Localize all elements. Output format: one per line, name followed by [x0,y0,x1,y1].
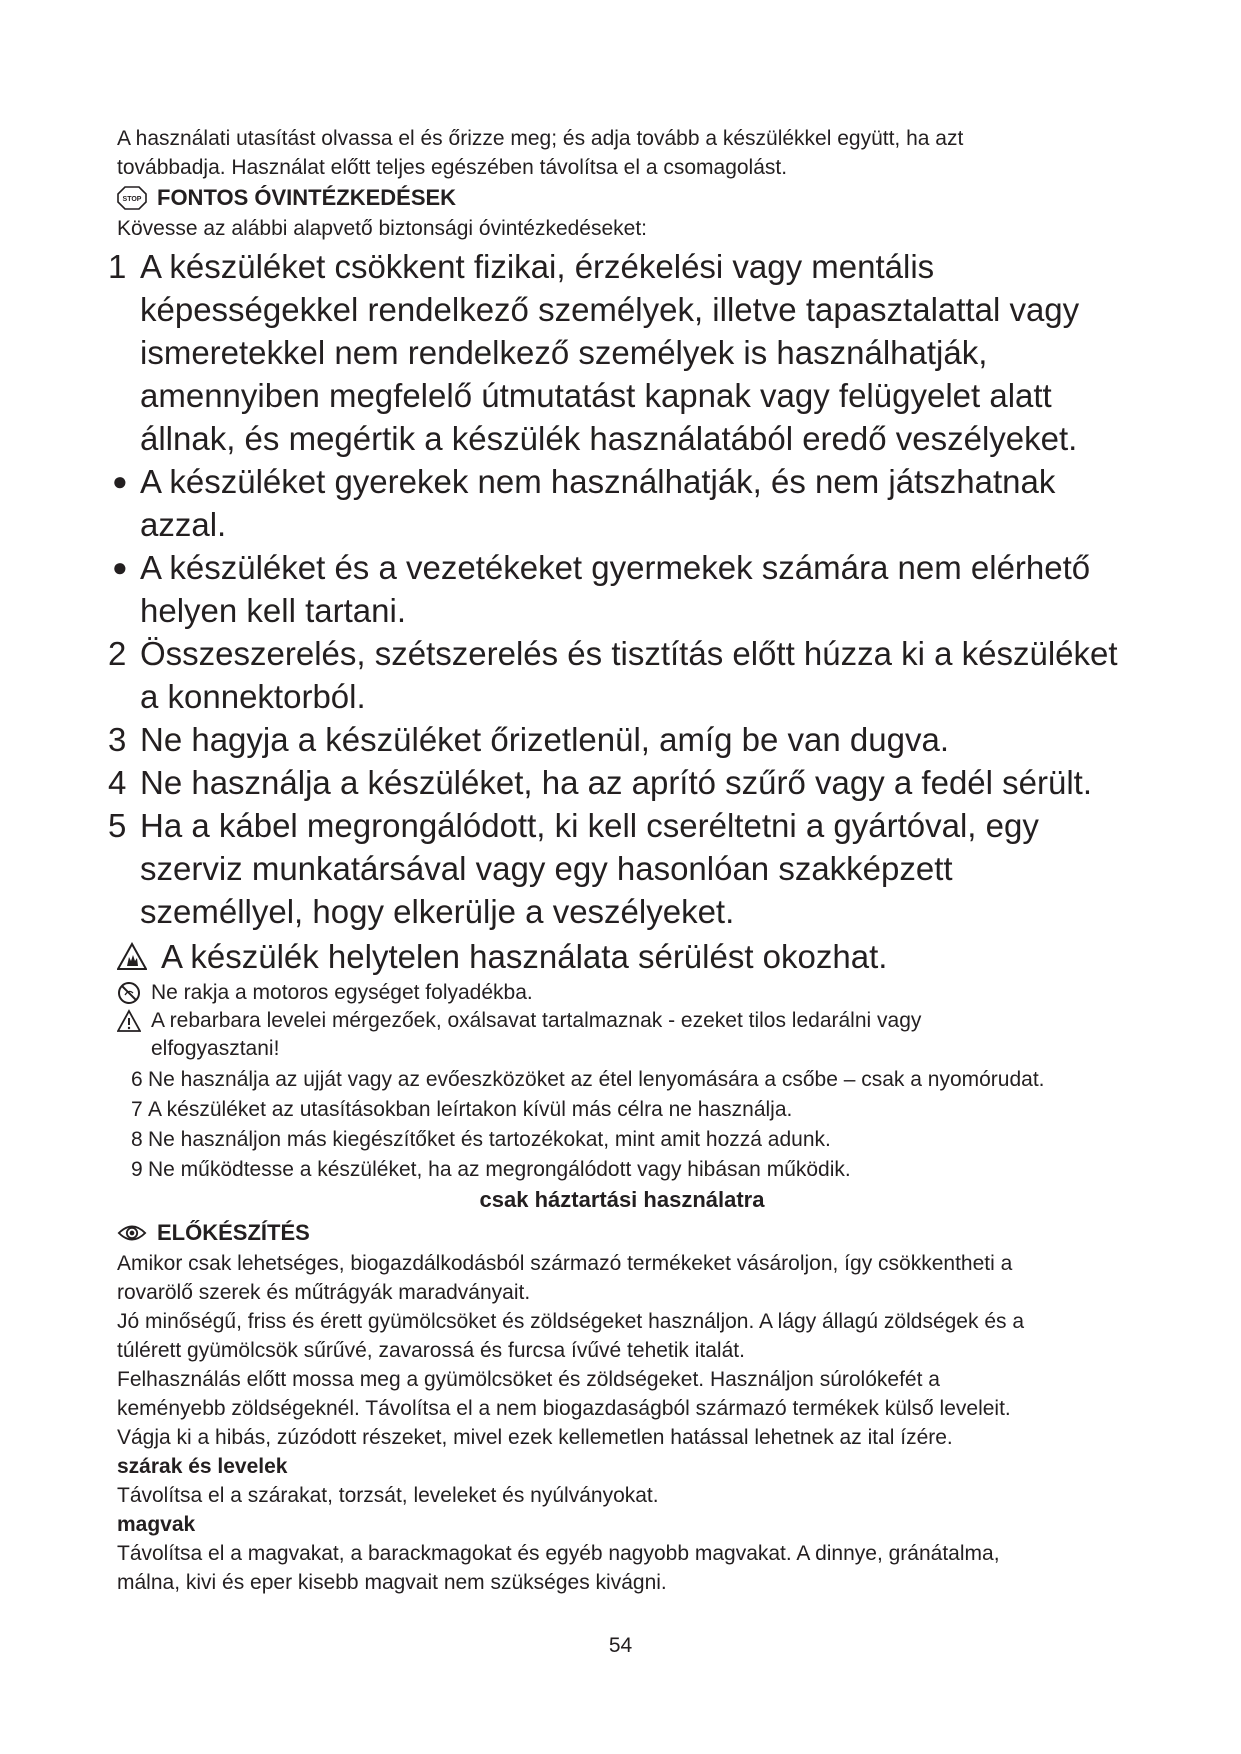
prohibited-icon [117,981,143,1005]
item-number: 6 [131,1068,143,1091]
item-line: a konnektorból. [140,678,366,715]
item-line: A készüléket gyerekek nem használhatják, és nem játszhatnak [140,463,1056,500]
item-line: helyen kell tartani. [140,592,406,629]
small-item [131,1095,1127,1125]
item-line: ismeretekkel nem rendelkező személyek is használhatják, [140,334,988,371]
big-item [108,804,1127,933]
page-number: 54 [608,1634,633,1657]
item-line: A készüléket és a vezetékeket gyermekek számára nem elérhető [140,549,1091,586]
intro-line: A használati utasítást olvassa el és őrizze meg; és adja tovább a készülékkel együtt, ha azt [117,127,964,150]
big-item [108,632,1127,718]
big-items-list [108,245,1127,933]
safety-title: FONTOS ÓVINTÉZKEDÉSEK [157,185,457,210]
prep-heading [117,1217,1127,1249]
eye-icon [117,1221,147,1245]
item-marker: 5 [108,807,127,844]
hand-injury-warning-icon [117,942,147,972]
seeds-line: Távolítsa el a magvakat, a barackmagokat és egyéb nagyobb magvakat. A dinnye, gránátalma, [117,1542,1000,1565]
safety-heading [117,182,1127,214]
item-text: Ne használjon más kiegészítőket és tartozékokat, mint amit hozzá adunk. [148,1128,831,1151]
no-liquid-row [117,979,1127,1007]
household-note: csak háztartási használatra [479,1187,765,1212]
big-item [108,245,1127,460]
stop-sign-icon [117,186,147,210]
item-marker: 1 [108,248,127,285]
prep-line: Amikor csak lehetséges, biogazdálkodásból származó termékeket vásároljon, így csökkentheti a [117,1252,1013,1275]
document-page [108,124,1127,1597]
prep-paragraph [117,1249,1127,1307]
item-line: Ha a kábel megrongálódott, ki kell cseréltetni a gyártóval, egy [140,807,1039,844]
item-marker: 2 [108,635,127,672]
item-line: amennyiben megfelelő útmutatást kapnak vagy felügyelet alatt [140,377,1052,414]
item-number: 7 [131,1098,143,1121]
bullet-icon: ● [112,552,128,582]
small-item [131,1125,1127,1155]
item-line: azzal. [140,506,227,543]
stems-text: Távolítsa el a szárakat, torzsát, leveleket és nyúlványokat. [117,1484,659,1507]
warning-big [117,935,1127,979]
prep-line: Jó minőségű, friss és érett gyümölcsöket és zöldségeket használjon. A lágy állagú zöldségek és a [117,1310,1025,1333]
small-item [131,1155,1127,1185]
item-line: képességekkel rendelkező személyek, illetve tapasztalattal vagy [140,291,1080,328]
item-line: szerviz munkatársával vagy egy hasonlóan szakképzett [140,850,953,887]
item-line: Ne használja a készüléket, ha az aprító szűrő vagy a fedél sérült. [140,764,1093,801]
rhubarb-row [117,1007,1127,1063]
item-number: 8 [131,1128,143,1151]
svg-text:STOP: STOP [122,196,142,203]
item-line: állnak, és megértik a készülék használatából eredő veszélyeket. [140,420,1078,457]
bullet-icon: ● [112,466,128,496]
prep-paragraph [117,1307,1127,1365]
rhubarb-line: elfogyasztani! [151,1037,280,1060]
item-marker: 4 [108,764,127,801]
prep-line: Vágja ki a hibás, zúzódott részeket, mivel ezek kellemetlen hatással lehetnek az ital ízére. [117,1426,953,1449]
item-marker: 3 [108,721,127,758]
item-line: A készüléket csökkent fizikai, érzékelési vagy mentális [140,248,935,285]
prep-line: keményebb zöldségeknél. Távolítsa el a nem biogazdaságból származó termékek külső leveleit. [117,1397,1011,1420]
big-item [108,546,1127,632]
intro-line: továbbadja. Használat előtt teljes egészében távolítsa el a csomagolást. [117,156,788,179]
prep-line: túlérett gyümölcsök sűrűvé, zavarossá és furcsa ívűvé tehetik italát. [117,1339,745,1362]
item-line: Ne hagyja a készüléket őrizetlenül, amíg be van dugva. [140,721,949,758]
rhubarb-line: A rebarbara levelei mérgezőek, oxálsavat tartalmaznak - ezeket tilos ledarálni vagy [151,1009,922,1032]
item-line: személlyel, hogy elkerülje a veszélyeket. [140,893,735,930]
small-items-list [117,1065,1127,1185]
stems-title: szárak és levelek [117,1455,288,1478]
small-item [131,1065,1127,1095]
seeds-title: magvak [117,1513,196,1536]
item-text: Ne működtesse a készüléket, ha az megrongálódott vagy hibásan működik. [148,1158,851,1181]
item-text: A készüléket az utasításokban leírtakon kívül más célra ne használja. [148,1098,793,1121]
item-number: 9 [131,1158,143,1181]
prep-paragraph [117,1365,1127,1452]
item-line: Összeszerelés, szétszerelés és tisztítás előtt húzza ki a készüléket [140,635,1118,672]
prep-line: Felhasználás előtt mossa meg a gyümölcsöket és zöldségeket. Használjon súrolókefét a [117,1368,940,1391]
big-item [108,718,1127,761]
warning-icon [117,1009,143,1033]
warning-big-text: A készülék helytelen használata sérülést okozhat. [161,938,888,975]
safety-subtitle: Kövesse az alábbi alapvető biztonsági óvintézkedéseket: [117,217,648,240]
seeds-line: málna, kivi és eper kisebb magvait nem szükséges kivágni. [117,1571,667,1594]
prep-line: rovarölő szerek és műtrágyák maradványait. [117,1281,531,1304]
prep-title: ELŐKÉSZÍTÉS [157,1220,310,1245]
item-text: Ne használja az ujját vagy az evőeszközöket az étel lenyomására a csőbe – csak a nyomórudat. [148,1068,1045,1091]
big-item [108,460,1127,546]
big-item [108,761,1127,804]
no-liquid-text: Ne rakja a motoros egységet folyadékba. [151,981,533,1004]
